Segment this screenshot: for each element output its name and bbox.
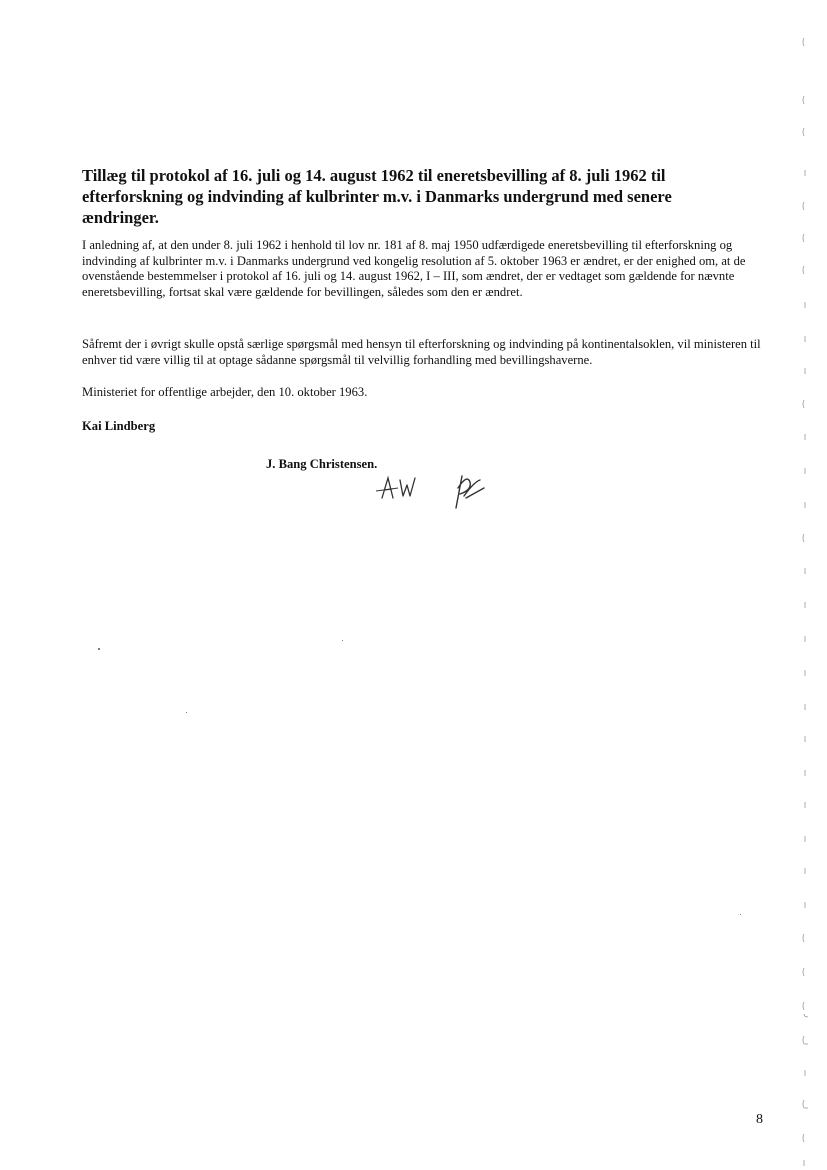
paragraph-date-line: Ministeriet for offentlige arbejder, den 10. oktober 1963. <box>82 385 368 399</box>
signer-kai-lindberg: Kai Lindberg <box>82 419 156 433</box>
scan-speck <box>342 640 343 641</box>
paragraph-amendment: I anledning af, at den under 8. juli 1962 i henhold til lov nr. 181 af 8. maj 1950 udfærdigede eneretsbevilling til efterforskning og indvinding af kulbrinter m.v. i Danmarks undergrund ved kongelig resolution af 5. oktober 1963 er ændret, er der enighed om, at de ovenstående bestemmelser i protokol af 16. juli og 14. august 1962, I – III, som ændret, der er vedtaget som gældende for nævnte eneretsbevilling, fortsat skal være gældende for bevillingen, således som den er ændret. <box>82 238 746 299</box>
signer-bang-christensen: J. Bang Christensen. <box>266 457 378 471</box>
scan-speck <box>186 712 187 713</box>
binding-edge-marks <box>796 30 826 1170</box>
paragraph-continental-shelf: Såfremt der i øvrigt skulle opstå særlige spørgsmål med hensyn til efterforskning og indvinding på kontinentalsoklen, vil ministeren til enhver tid være villig til at optage sådanne spørgsmål til velvillig forhandling med bevillingshaverne. <box>82 337 761 367</box>
page-number: 8 <box>756 1112 763 1127</box>
handwritten-initials <box>370 468 510 512</box>
document-title: Tillæg til protokol af 16. juli og 14. august 1962 til eneretsbevilling af 8. juli 1962 til efterforskning og indvinding af kulbrinter m.v. i Danmarks undergrund med senere ændringer. <box>82 166 672 227</box>
scan-speck <box>98 648 100 650</box>
scan-speck <box>740 914 741 915</box>
